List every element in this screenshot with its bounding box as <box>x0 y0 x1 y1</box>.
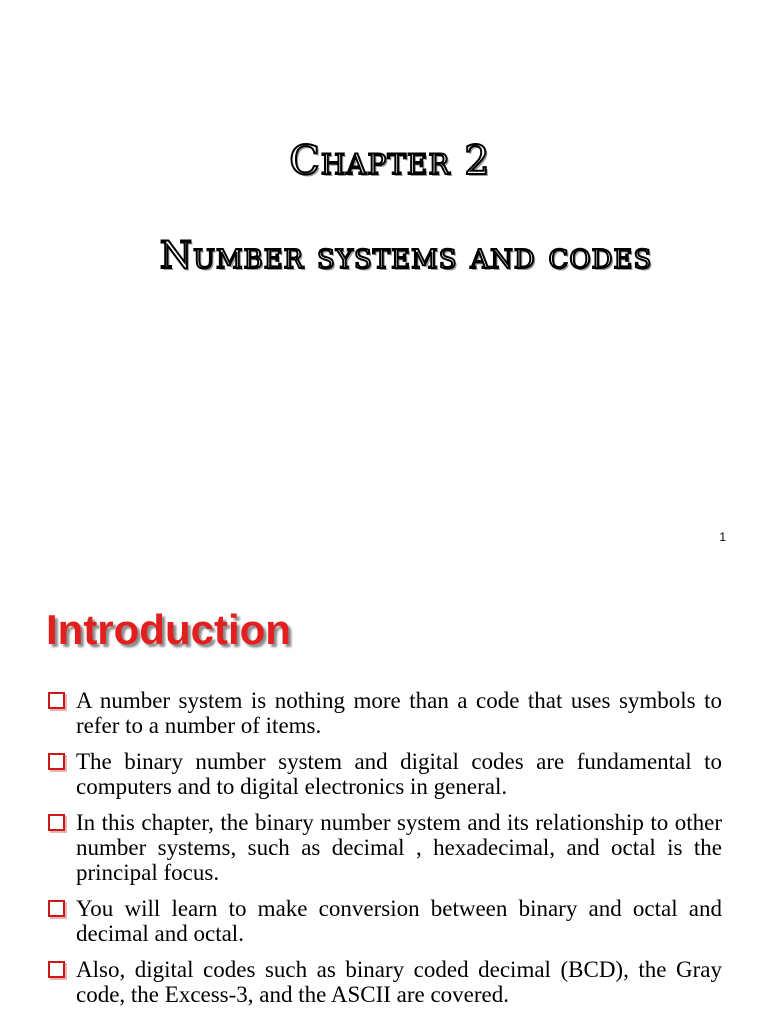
checkbox-bullet-icon <box>48 900 65 917</box>
slide-number: 1 <box>719 530 726 544</box>
bullet-text: The binary number system and digital codes are fundamental to computers and to digital electronics in general. <box>76 749 722 799</box>
checkbox-bullet-icon <box>48 814 65 831</box>
bullet-list <box>46 688 722 1018</box>
bullet-item <box>46 957 722 1007</box>
bullet-text: In this chapter, the binary number system and its relationship to other number systems, such as decimal , hexadecimal, and octal is the principal focus. <box>76 810 722 885</box>
bullet-item <box>46 688 722 738</box>
bullet-item <box>46 810 722 885</box>
bullet-item <box>46 749 722 799</box>
bullet-item <box>46 896 722 946</box>
chapter-subtitle: Number systems and codes <box>159 234 653 277</box>
introduction-heading: Introduction <box>46 606 291 653</box>
bullet-text: You will learn to make conversion between binary and octal and decimal and octal. <box>76 896 722 946</box>
bullet-text: A number system is nothing more than a code that uses symbols to refer to a number of items. <box>76 688 722 738</box>
checkbox-bullet-icon <box>48 961 65 978</box>
checkbox-bullet-icon <box>48 753 65 770</box>
chapter-title: Chapter 2 <box>289 138 491 184</box>
bullet-text: Also, digital codes such as binary coded decimal (BCD), the Gray code, the Excess-3, and the ASCII are covered. <box>76 957 722 1007</box>
checkbox-bullet-icon <box>48 692 65 709</box>
introduction-slide <box>0 576 768 1024</box>
